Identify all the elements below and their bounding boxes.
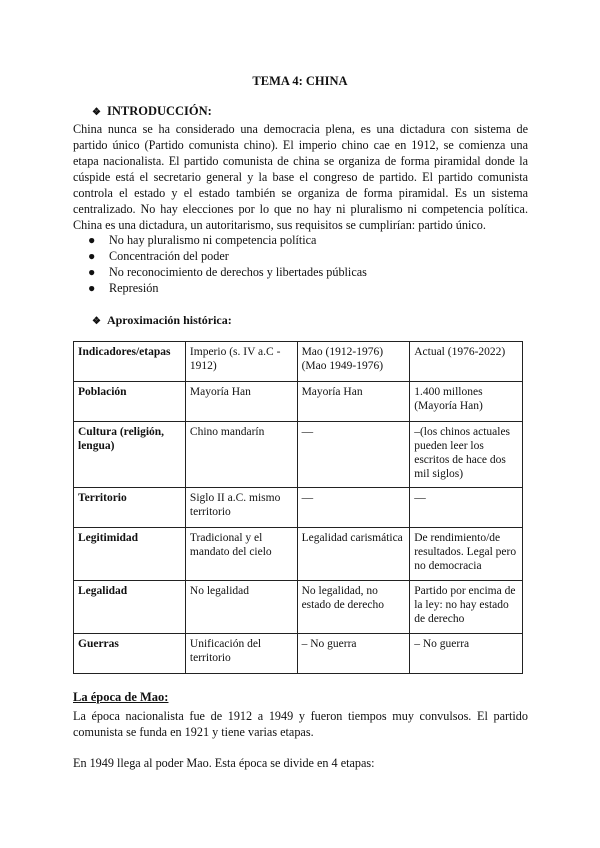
table-row (74, 581, 523, 634)
table-header-cell: Actual (1976-2022) (410, 342, 523, 382)
table-cell: De rendimiento/de resultados. Legal pero no democracia (410, 528, 523, 581)
table-row-header: Legalidad (74, 581, 186, 634)
history-heading-row (92, 313, 232, 328)
mao-heading: La época de Mao: (73, 690, 169, 704)
table-row (74, 382, 523, 422)
mao-paragraph-1: La época nacionalista fue de 1912 a 1949 y fueron tiempos muy convulsos. El partido comunista se funda en 1921 y tiene varias etapas. (73, 709, 528, 739)
page-title: TEMA 4: CHINA (252, 74, 348, 88)
table-cell: Siglo II a.C. mismo territorio (185, 488, 297, 528)
table-header-cell: Imperio (s. IV a.C - 1912) (185, 342, 297, 382)
table-cell: – No guerra (410, 634, 523, 674)
table-cell: –(los chinos actuales pueden leer los escritos de hace dos mil siglos) (410, 422, 523, 488)
table-row (74, 528, 523, 581)
table-row-header: Población (74, 382, 186, 422)
table-row (74, 634, 523, 674)
list-item: ● No reconocimiento de derechos y libertades públicas (88, 265, 367, 279)
intro-heading: INTRODUCCIÓN: (106, 104, 212, 118)
bullet-dot-icon: ● (88, 281, 96, 295)
intro-heading-row (92, 104, 212, 119)
table-cell: No legalidad, no estado de derecho (297, 581, 410, 634)
table-cell: Legalidad carismática (297, 528, 410, 581)
table-row-header: Guerras (74, 634, 186, 674)
history-table (73, 341, 523, 674)
table-cell: — (297, 422, 410, 488)
list-item: ● Concentración del poder (88, 249, 229, 263)
table-header-cell: Indicadores/etapas (74, 342, 186, 382)
table-row (74, 488, 523, 528)
table-row-header: Cultura (religión, lengua) (74, 422, 186, 488)
intro-paragraph: China nunca se ha considerado una democracia plena, es una dictadura con sistema de partido único (Partido comunista chino). El imperio chino cae en 1912, se comienza una etapa nacionalista. El partido comunista de china se organiza de forma piramidal donde la cúspide está el secretario general y la base el congreso de partido. El partido comunista controla el estado y el estado también se organiza de forma piramidal. Es un sistema centralizado. No hay elecciones por lo que no hay ni pluralismo ni competencia política. China es una dictadura, un autoritarismo, sus requisitos se cumplirían: partido único. (73, 122, 528, 232)
table-cell: Unificación del territorio (185, 634, 297, 674)
table-cell: 1.400 millones (Mayoría Han) (410, 382, 523, 422)
list-item: ● No hay pluralismo ni competencia política (88, 233, 317, 247)
bullet-dot-icon: ● (88, 233, 96, 247)
intro-bullet-list (88, 232, 367, 296)
table-row-header: Legitimidad (74, 528, 186, 581)
table-cell: Partido por encima de la ley: no hay estado de derecho (410, 581, 523, 634)
table-header-row (74, 342, 523, 382)
bullet-dot-icon: ● (88, 265, 96, 279)
table-cell: Chino mandarín (185, 422, 297, 488)
table-cell: — (297, 488, 410, 528)
table-row-header: Territorio (74, 488, 186, 528)
table-row (74, 422, 523, 488)
history-heading: Aproximación histórica: (106, 313, 232, 327)
table-cell: – No guerra (297, 634, 410, 674)
table-cell: — (410, 488, 523, 528)
table-cell: No legalidad (185, 581, 297, 634)
table-cell: Tradicional y el mandato del cielo (185, 528, 297, 581)
table-cell: Mayoría Han (185, 382, 297, 422)
table-cell: Mayoría Han (297, 382, 410, 422)
diamond-bullet-icon: ❖ (92, 316, 101, 327)
table-header-cell: Mao (1912-1976) (Mao 1949-1976) (297, 342, 410, 382)
list-item: ● Represión (88, 281, 159, 295)
bullet-dot-icon: ● (88, 249, 96, 263)
diamond-bullet-icon: ❖ (92, 107, 101, 118)
mao-paragraph-2: En 1949 llega al poder Mao. Esta época se divide en 4 etapas: (73, 756, 375, 770)
